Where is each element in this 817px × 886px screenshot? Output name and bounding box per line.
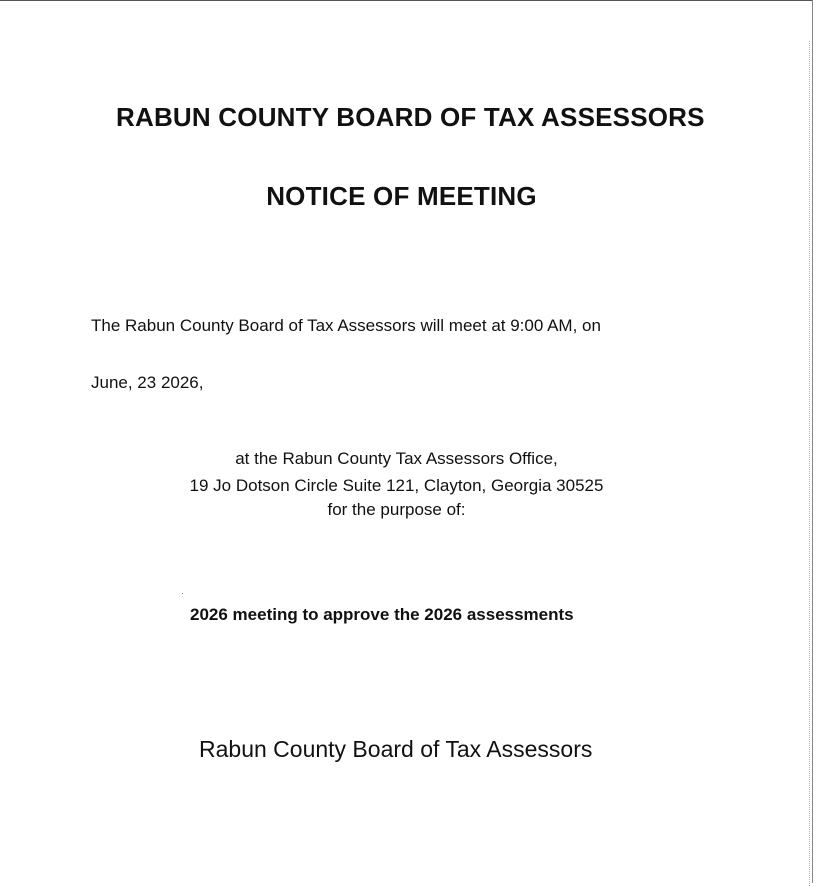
notice-subheading: NOTICE OF MEETING <box>266 181 537 211</box>
location-line-2: 19 Jo Dotson Circle Suite 121, Clayton, Georgia 30525 <box>189 476 604 495</box>
signature-line: Rabun County Board of Tax Assessors <box>199 736 593 762</box>
notice-heading: RABUN COUNTY BOARD OF TAX ASSESSORS <box>116 102 705 132</box>
location-line-1: at the Rabun County Tax Assessors Office, <box>235 449 558 468</box>
meeting-purpose: 2026 meeting to approve the 2026 assessments <box>190 605 574 624</box>
scan-speck <box>182 593 183 594</box>
location-line-3: for the purpose of: <box>327 500 466 519</box>
body-line-1: The Rabun County Board of Tax Assessors will meet at 9:00 AM, on <box>91 316 601 335</box>
page-edge-line <box>809 41 812 886</box>
body-line-2: June, 23 2026, <box>91 373 204 392</box>
